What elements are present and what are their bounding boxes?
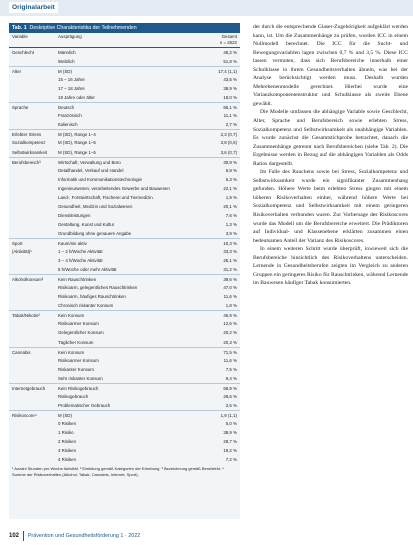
row-variable bbox=[9, 392, 56, 401]
row-expression: Grundbildung ohne genauere Angabe bbox=[58, 230, 132, 236]
row-value: 25,1 % bbox=[223, 258, 237, 264]
row-expression: Riskanter Konsum bbox=[58, 366, 94, 372]
row-value: 46,9 % bbox=[223, 313, 237, 319]
row-variable: Cannabis bbox=[12, 349, 31, 355]
row-variable: Selbstwirksamkeit bbox=[12, 149, 48, 155]
row-variable: Sport bbox=[12, 240, 23, 246]
table-row bbox=[9, 229, 240, 238]
row-variable bbox=[9, 328, 56, 337]
header-band bbox=[0, 0, 413, 16]
table-body bbox=[9, 48, 240, 464]
row-variable bbox=[9, 256, 56, 265]
table-footnote: ¹ Anzahl Stunden pro Woche Aktivität. ² Einteilung gemäß Kategorien der Erhebung. ³ Bezeichnung gemäß Berufsfeld. ⁴ Summe der Risikoverhalten (Alkohol, Tabak, Cannabis, Internet, Sport). bbox=[12, 466, 224, 477]
descriptive-table bbox=[9, 23, 240, 519]
table-row bbox=[9, 166, 240, 175]
row-value: 20,3 % bbox=[223, 339, 237, 345]
footer-divider bbox=[23, 531, 24, 541]
table-row bbox=[9, 111, 240, 120]
row-expression: Kaum/nie aktiv bbox=[58, 240, 87, 246]
row-value: 3,8 (0,6) bbox=[220, 140, 237, 146]
table-row bbox=[9, 338, 240, 347]
row-value: 3,9 % bbox=[225, 230, 237, 236]
table-row bbox=[9, 428, 240, 437]
body-paragraph: der durch die entsprechende Glaser-Zugehörigkeit aufgeklärt werden kann, ist. Um die Zusammenhänge zu prüfen, wurden ICC in einem Nullmodell berechnet. Die ICC für die Sucht- und Bewegungsvariablen lagen zwischen 0,7 % und 3,5 %. Diese ICC lassen vermuten, dass sich Berufsbereiche innerhalb einer Schulklasse in ihrem Gesundheitsverhalten ähneln, was bei der Analyse berücksichtigt werden muss. Deshalb wurden Mehrebenenmodelle gerechnet. Hierbei wurde eine Varianzkomponentenstruktur und Schulklasse als zweite Ebene gewählt. bbox=[253, 24, 408, 107]
table-row bbox=[9, 175, 240, 184]
row-expression: Informatik und Kommunikationstechnologie bbox=[58, 176, 142, 182]
row-expression: Sehr riskanter Konsum bbox=[58, 375, 103, 381]
body-paragraph: Im Falle des Rauchens sowie bei Stress, Sozialkompetenz und Selbstwirksamkeit wurde ein signifikanter Zusammenhang gefunden. Höhere Werte beim erlebten Stress gingen mit einem höheren Risikoverhalten einher, während höhere Werte bei Sozialkompetenz und Selbstwirksamkeit mit einem geringeren Risikoverhalten verbunden waren. Zur Vorhersage des Risikoscores wurde das Modell um die Berufsbereiche erweitert. Die Prädiktoren auf Individual- und Klassenebene erklärten zusammen einen bedeutsamen Anteil der Varianz des Risikoscores. bbox=[253, 169, 408, 244]
row-variable bbox=[9, 374, 56, 383]
row-variable: Alkoholkonsum² bbox=[12, 277, 44, 283]
row-expression: 3 – 4 h/Woche Aktivität bbox=[58, 258, 103, 264]
row-value: 33,3 % bbox=[223, 249, 237, 255]
body-paragraph: Die Modelle umfassen die abhängige Variable sowie Geschlecht, Alter, Sprache und Berufsbereich sowie erlebten Stress, Sozialkompetenz und Selbstwirksamkeit als unabhängige Variablen. Es wurde zunächst die Gesamtstichprobe betrachtet, danach die Zusammenhänge getrennt nach Berufsbereichen (siehe Tab. 2). Die Ergebnisse werden in Bezug auf die abhängigen Variablen als Odds Ratios dargestellt. bbox=[253, 109, 408, 167]
row-value: 6,9 % bbox=[225, 167, 237, 173]
table-row bbox=[9, 446, 240, 455]
row-variable bbox=[9, 419, 56, 428]
row-expression: Risikoarmer Konsum bbox=[58, 321, 99, 327]
row-value: 86,1 % bbox=[223, 105, 237, 111]
row-variable: Internetgebrauch bbox=[12, 385, 46, 391]
row-value: 31,2 % bbox=[223, 267, 237, 273]
table-row bbox=[9, 356, 240, 365]
body-paragraph: In einem weiteren Schritt wurde überprüft, inwieweit sich die Berufsbereiche hinsichtlich des Risikoverhaltens unterscheiden. Lernende in Gesundheitsberufen zeigten im Vergleich zu anderen Gruppen ein geringeres Risiko für Rauschtrinken, während Lernende im Bauwesen häufiger Tabak konsumierten. bbox=[253, 246, 408, 287]
row-value: 1,3 % bbox=[225, 221, 237, 227]
row-variable bbox=[9, 292, 56, 301]
row-expression: 15 – 16 Jahre bbox=[58, 77, 85, 83]
row-expression: M (SD), Range 1–5 bbox=[58, 140, 96, 146]
table-row bbox=[9, 410, 240, 419]
table-row bbox=[9, 211, 240, 220]
table-row bbox=[9, 328, 240, 337]
row-value: 20,1 % bbox=[223, 203, 237, 209]
table-row bbox=[9, 310, 240, 319]
row-value: 7,5 % bbox=[225, 366, 237, 372]
table-row bbox=[9, 383, 240, 392]
row-expression: Risikoarmer Konsum bbox=[58, 357, 99, 363]
row-expression: Risikoarm, gelegentliches Rauschtrinken bbox=[58, 285, 138, 291]
row-value: 7,6 % bbox=[225, 212, 237, 218]
row-expression: Deutsch bbox=[58, 105, 75, 111]
row-expression: Gesundheit, Medizin und Sozialwesen bbox=[58, 203, 133, 209]
row-expression: Ingenieurwesen, verarbeitendes Gewerbe und Bauwesen bbox=[58, 185, 170, 191]
row-value: 5,3 % bbox=[225, 176, 237, 182]
row-expression: Kein Konsum bbox=[58, 313, 85, 319]
row-expression: Problematischer Gebrauch bbox=[58, 402, 111, 408]
row-variable bbox=[9, 84, 56, 93]
row-expression: M (SD), Range 1–5 bbox=[58, 149, 96, 155]
row-value: 1,9 % bbox=[225, 194, 237, 200]
table-row bbox=[9, 256, 240, 265]
row-expression: Dienstleistungen bbox=[58, 212, 91, 218]
row-value: 19,2 % bbox=[223, 448, 237, 454]
row-variable bbox=[9, 111, 56, 120]
row-value: 11,1 % bbox=[223, 113, 237, 119]
row-expression: Land-, Forstwirtschaft, Fischerei und Tiermedizin bbox=[58, 194, 153, 200]
row-variable: Erlebter Stress bbox=[12, 132, 42, 138]
row-value: 47,0 % bbox=[223, 285, 237, 291]
row-value: 48,2 % bbox=[223, 50, 237, 55]
table-row bbox=[9, 437, 240, 446]
row-expression: 17 – 18 Jahre bbox=[58, 86, 85, 92]
table-row bbox=[9, 319, 240, 328]
row-variable bbox=[9, 193, 56, 202]
row-expression: 2 Risiken bbox=[58, 439, 77, 445]
row-value: 28,6 % bbox=[223, 393, 237, 399]
row-value: 39,6 % bbox=[223, 277, 237, 283]
row-expression: M (SD) bbox=[58, 412, 72, 418]
row-expression: Männlich bbox=[58, 50, 76, 55]
table-header-row bbox=[9, 33, 240, 48]
row-variable: Alter bbox=[12, 69, 22, 75]
column-header-total: Gesamt n = 2622 bbox=[219, 34, 237, 45]
row-variable bbox=[9, 57, 56, 66]
row-value: 2,3 (0,7) bbox=[220, 132, 237, 138]
row-value: 38,9 % bbox=[223, 86, 237, 92]
row-expression: 3 Risiken bbox=[58, 448, 77, 454]
row-expression: M (SD), Range 1–4 bbox=[58, 132, 96, 138]
row-variable bbox=[9, 446, 56, 455]
row-expression: Wirtschaft, Verwaltung und Büro bbox=[58, 159, 121, 165]
table-row bbox=[9, 138, 240, 147]
row-expression: Risikogebrauch bbox=[58, 393, 89, 399]
table-row bbox=[9, 129, 240, 138]
row-variable bbox=[9, 120, 56, 129]
table-caption bbox=[9, 23, 240, 33]
table-row bbox=[9, 365, 240, 374]
row-variable bbox=[9, 428, 56, 437]
row-variable bbox=[9, 175, 56, 184]
page-number: 102 bbox=[9, 533, 20, 539]
table-row bbox=[9, 220, 240, 229]
row-value: 51,8 % bbox=[223, 59, 237, 65]
row-expression: Gelegentlicher Konsum bbox=[58, 330, 104, 336]
table-row bbox=[9, 102, 240, 111]
table-row bbox=[9, 374, 240, 383]
row-value: 2,7 % bbox=[225, 122, 237, 128]
row-variable bbox=[9, 455, 56, 464]
row-variable: Geschlecht bbox=[12, 50, 34, 55]
row-expression: Italienisch bbox=[58, 122, 78, 128]
row-expression: Gestaltung, Kunst und Kultur bbox=[58, 221, 115, 227]
row-value: 11,6 % bbox=[223, 357, 237, 363]
table-row bbox=[9, 401, 240, 410]
row-expression: 4 Risiken bbox=[58, 457, 77, 463]
row-value: 11,6 % bbox=[223, 294, 237, 300]
row-variable: Tabak/Nikotin² bbox=[12, 313, 40, 319]
table-row bbox=[9, 157, 240, 166]
row-expression: Detailhandel, Verkauf und Handel bbox=[58, 167, 124, 173]
row-expression: Kein Rauschtrinken bbox=[58, 277, 97, 283]
row-variable bbox=[9, 184, 56, 193]
row-expression: Risikoarm, häufiges Rauschtrinken bbox=[58, 294, 126, 300]
row-variable: Sozialkompetenz bbox=[12, 140, 46, 146]
column-header-variable: Variable bbox=[12, 34, 28, 39]
row-value: 12,6 % bbox=[223, 321, 237, 327]
row-expression: 1 Risiko bbox=[58, 429, 74, 435]
column-header-expression: Ausprägung bbox=[58, 34, 82, 39]
row-variable bbox=[9, 338, 56, 347]
row-value: 28,7 % bbox=[223, 439, 237, 445]
table-row bbox=[9, 93, 240, 102]
row-expression: Weiblich bbox=[58, 59, 75, 65]
row-variable: (Aktivität)¹ bbox=[12, 249, 32, 255]
row-variable bbox=[9, 365, 56, 374]
row-variable bbox=[9, 283, 56, 292]
row-expression: 5 h/Woche oder mehr Aktivität bbox=[58, 267, 117, 273]
row-variable bbox=[9, 229, 56, 238]
table-row bbox=[9, 48, 240, 57]
row-expression: Kein Konsum bbox=[58, 349, 85, 355]
row-variable: Berufsbereich³ bbox=[12, 159, 41, 165]
table-row bbox=[9, 75, 240, 84]
table-row bbox=[9, 148, 240, 157]
table-row bbox=[9, 84, 240, 93]
table-row bbox=[9, 292, 240, 301]
row-expression: Französisch bbox=[58, 113, 82, 119]
table-row bbox=[9, 202, 240, 211]
row-expression: Kein Risikogebrauch bbox=[58, 385, 99, 391]
table-row bbox=[9, 184, 240, 193]
row-value: 20,2 % bbox=[223, 330, 237, 336]
journal-name: Prävention und Gesundheitsförderung 1 · 2022 bbox=[27, 533, 141, 539]
row-expression: Chronisch riskanter Konsum bbox=[58, 303, 114, 309]
row-variable bbox=[9, 202, 56, 211]
row-variable bbox=[9, 356, 56, 365]
row-value: 43,5 % bbox=[223, 77, 237, 83]
table-row bbox=[9, 392, 240, 401]
table-row bbox=[9, 238, 240, 247]
row-expression: M (SD) bbox=[58, 69, 72, 75]
row-value: 1,9 (1,1) bbox=[220, 412, 237, 418]
row-variable: Sprache bbox=[12, 105, 29, 111]
row-variable bbox=[9, 437, 56, 446]
row-value: 71,5 % bbox=[223, 349, 237, 355]
table-number: Tab. 1 bbox=[12, 25, 27, 31]
row-variable bbox=[9, 75, 56, 84]
row-value: 18,0 % bbox=[223, 95, 237, 101]
table-row bbox=[9, 301, 240, 310]
row-expression: 0 Risiken bbox=[58, 420, 77, 426]
row-value: 30,9 % bbox=[223, 159, 237, 165]
row-variable bbox=[9, 401, 56, 410]
row-expression: 1 – 2 h/Woche Aktivität bbox=[58, 249, 103, 255]
table-row bbox=[9, 347, 240, 356]
table-row bbox=[9, 274, 240, 283]
row-variable bbox=[9, 319, 56, 328]
row-value: 3,6 (0,7) bbox=[220, 149, 237, 155]
table-row bbox=[9, 193, 240, 202]
row-value: 9,4 % bbox=[225, 375, 237, 381]
table-row bbox=[9, 66, 240, 75]
section-label: Originalarbeit bbox=[9, 2, 58, 13]
table-row bbox=[9, 455, 240, 464]
row-variable bbox=[9, 220, 56, 229]
row-variable bbox=[9, 265, 56, 274]
row-value: 6,0 % bbox=[225, 420, 237, 426]
row-variable bbox=[9, 301, 56, 310]
row-value: 2,5 % bbox=[225, 402, 237, 408]
row-value: 1,8 % bbox=[225, 303, 237, 309]
row-value: 68,9 % bbox=[223, 385, 237, 391]
row-variable: Risikoscore⁴ bbox=[12, 412, 37, 418]
row-variable bbox=[9, 93, 56, 102]
row-expression: 19 Jahre oder älter bbox=[58, 95, 95, 101]
row-value: 22,1 % bbox=[223, 185, 237, 191]
table-row bbox=[9, 120, 240, 129]
table-row bbox=[9, 57, 240, 66]
body-text-column bbox=[253, 23, 408, 523]
row-value: 38,9 % bbox=[223, 429, 237, 435]
page-footer bbox=[9, 531, 140, 541]
table-row bbox=[9, 419, 240, 428]
table-row bbox=[9, 265, 240, 274]
row-variable bbox=[9, 166, 56, 175]
row-variable bbox=[9, 211, 56, 220]
row-expression: Täglicher Konsum bbox=[58, 339, 94, 345]
table-row bbox=[9, 283, 240, 292]
row-value: 7,2 % bbox=[225, 457, 237, 463]
row-value: 10,3 % bbox=[223, 240, 237, 246]
row-value: 17,4 (1,1) bbox=[218, 69, 237, 75]
table-row bbox=[9, 247, 240, 256]
table-title: Deskriptive Charakteristika der Teilnehmenden bbox=[29, 25, 137, 31]
